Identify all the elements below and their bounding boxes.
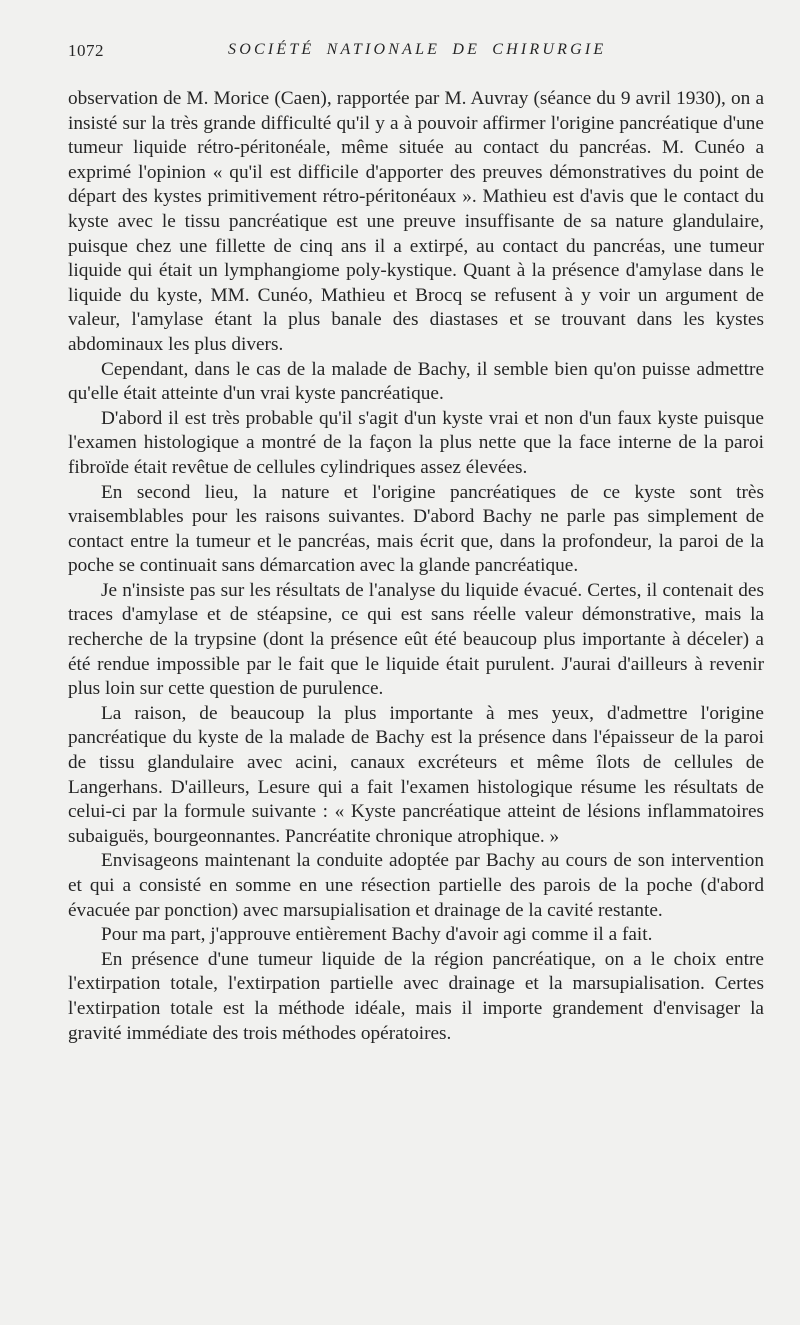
paragraph-8: Pour ma part, j'approuve entièrement Bachy d'avoir agi comme il a fait. (101, 924, 653, 946)
paragraph-1: observation de M. Morice (Caen), rapportée par M. Auvray (séance du 9 avril 1930), on a insisté sur la très grande difficulté qu'il y a à pouvoir affirmer l'origine pancréatique d'une tumeur liquide rétro-péritonéale, même située au contact du pancréas. M. Cunéo a exprimé l'opinion « qu'il est difficile d'apporter des preuves démonstratives du point de départ des kystes primitivement rétro-péritonéaux ». Mathieu est d'avis que le contact du kyste avec le tissu pancréatique est une preuve insuffisante de sa nature glandulaire, puisque chez une fillette de cinq ans il a extirpé, au contact du pancréas, une tumeur liquide qui était un lymphangiome poly-kystique. Quant à la présence d'amylase dans le liquide du kyste, MM. Cunéo, Mathieu et Brocq se refusent à y voir un argument de valeur, l'amylase étant la plus banale des diastases et se trouvant dans les kystes abdominaux les plus divers. (68, 88, 764, 355)
paragraph-6: La raison, de beaucoup la plus importante à mes yeux, d'admettre l'origine pancréatique du kyste de la malade de Bachy est la présence dans l'épaisseur de la paroi de tissu glandulaire avec acini, canaux excréteurs et même îlots de cellules de Langerhans. D'ailleurs, Lesure qui a fait l'examen histologique résume les résultats de celui-ci par la formule suivante : « Kyste pancréatique atteint de lésions inflammatoires subaiguës, bourgeonnantes. Pancréatite chronique atrophique. » (68, 702, 764, 847)
page-number: 1072 (68, 41, 104, 60)
paragraph-7: Envisageons maintenant la conduite adoptée par Bachy au cours de son intervention et qui a consisté en somme en une résection partielle des parois de la poche (d'abord évacuée par ponction) avec marsupialisation et drainage de la cavité restante. (68, 850, 764, 921)
paragraph-4: En second lieu, la nature et l'origine pancréatiques de ce kyste sont très vraisemblables pour les raisons suivantes. D'abord Bachy ne parle pas simplement de contact entre la tumeur et le pancréas, mais écrit que, dans la profondeur, la paroi de la poche se continuait sans démarcation avec la glande pancréatique. (68, 481, 764, 577)
body-text (68, 87, 764, 1046)
running-title: SOCIÉTÉ NATIONALE DE CHIRURGIE (228, 41, 607, 58)
paragraph-2: Cependant, dans le cas de la malade de Bachy, il semble bien qu'on puisse admettre qu'elle était atteinte d'un vrai kyste pancréatique. (68, 358, 764, 405)
page-header (68, 41, 768, 67)
paragraph-3: D'abord il est très probable qu'il s'agit d'un kyste vrai et non d'un faux kyste puisque l'examen histologique a montré de la façon la plus nette que la face interne de la paroi fibroïde était revêtue de cellules cylindriques assez élevées. (68, 407, 764, 478)
paragraph-9: En présence d'une tumeur liquide de la région pancréatique, on a le choix entre l'extirpation totale, l'extirpation partielle avec drainage et la marsupialisation. Certes l'extirpation totale est la méthode idéale, mais il importe grandement d'envisager la gravité immédiate des trois méthodes opératoires. (68, 948, 764, 1044)
paragraph-5: Je n'insiste pas sur les résultats de l'analyse du liquide évacué. Certes, il contenait des traces d'amylase et de stéapsine, ce qui est sans réelle valeur démonstrative, mais la recherche de la trypsine (dont la présence eût été beaucoup plus importante à déceler) a été rendue impossible par le fait que le liquide était purulent. J'aurai d'ailleurs à revenir plus loin sur cette question de purulence. (68, 579, 764, 700)
